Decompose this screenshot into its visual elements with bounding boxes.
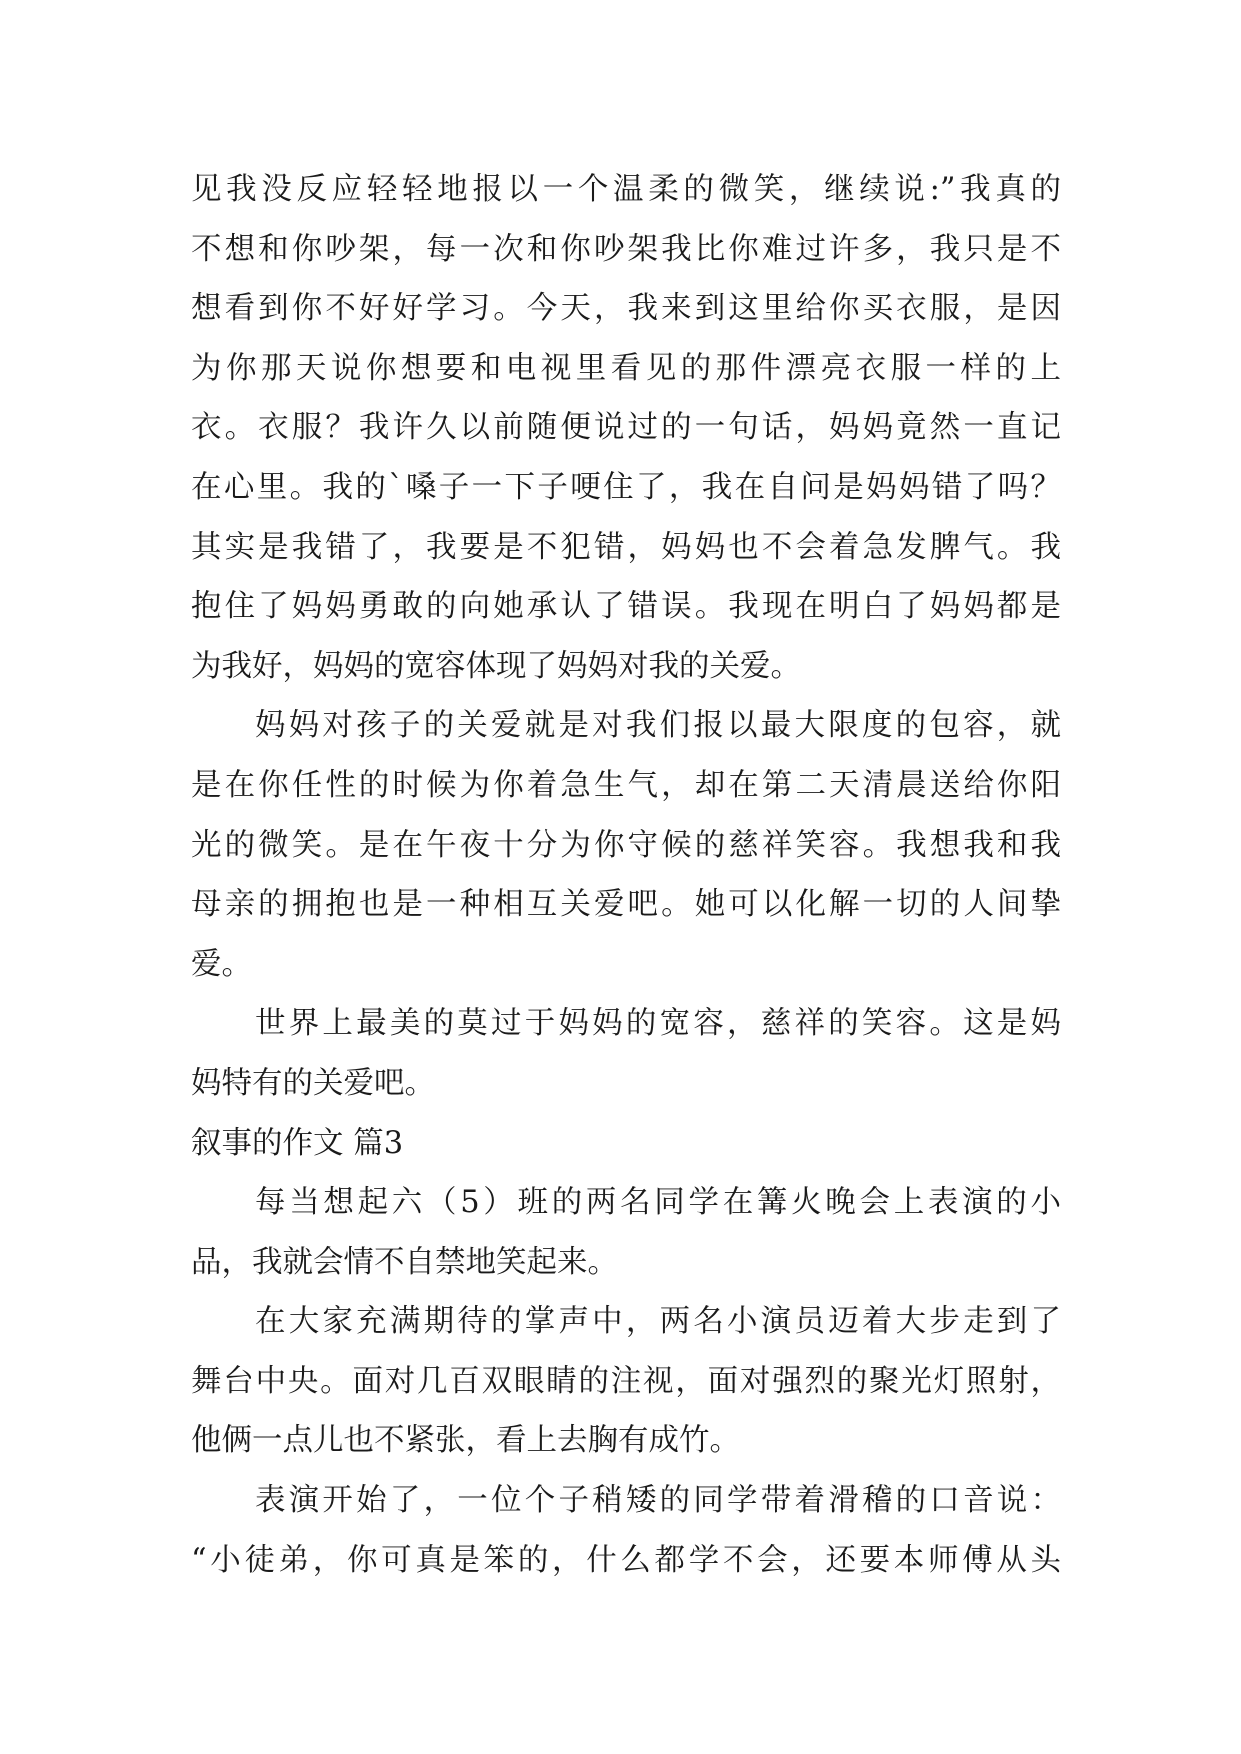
text-line: 不想和你吵架，每一次和你吵架我比你难过许多，我只是不 xyxy=(191,231,1061,267)
text-line: 母亲的拥抱也是一种相互关爱吧。她可以化解一切的人间挚 xyxy=(191,887,1061,923)
text-line: 爱。 xyxy=(191,946,252,982)
section-heading: 叙事的作文 篇3 xyxy=(191,1125,404,1161)
text-line: 想看到你不好好学习。今天，我来到这里给你买衣服，是因 xyxy=(191,291,1061,327)
article-body xyxy=(191,160,1061,1590)
text-line: 衣。衣服？我许久以前随便说过的一句话，妈妈竟然一直记 xyxy=(191,410,1061,446)
paragraph-first-line: 世界上最美的莫过于妈妈的宽容，慈祥的笑容。这是妈 xyxy=(255,1006,1061,1042)
text-line: 见我没反应轻轻地报以一个温柔的微笑，继续说:”我真的 xyxy=(191,172,1061,207)
text-line: 在心里。我的`嗓子一下子哽住了，我在自问是妈妈错了吗？ xyxy=(191,469,1061,505)
paragraph-first-line: 妈妈对孩子的关爱就是对我们报以最大限度的包容，就 xyxy=(255,708,1061,744)
text-line: 其实是我错了，我要是不犯错，妈妈也不会着急发脾气。我 xyxy=(191,529,1061,565)
text-line: 为我好，妈妈的宽容体现了妈妈对我的关爱。 xyxy=(191,648,801,684)
paragraph-first-line: 表演开始了，一位个子稍矮的同学带着滑稽的口音说： xyxy=(255,1483,1061,1519)
text-line: 品，我就会情不自禁地笑起来。 xyxy=(191,1244,618,1280)
text-line: 他俩一点儿也不紧张，看上去胸有成竹。 xyxy=(191,1423,740,1459)
paragraph-first-line: 在大家充满期待的掌声中，两名小演员迈着大步走到了 xyxy=(255,1304,1061,1340)
text-line: 光的微笑。是在午夜十分为你守候的慈祥笑容。我想我和我 xyxy=(191,827,1061,863)
text-line: 是在你任性的时候为你着急生气，却在第二天清晨送给你阳 xyxy=(191,767,1061,803)
text-line: 为你那天说你想要和电视里看见的那件漂亮衣服一样的上 xyxy=(191,350,1061,386)
paragraph-first-line: 每当想起六（5）班的两名同学在篝火晚会上表演的小 xyxy=(255,1185,1061,1221)
text-line: 妈特有的关爱吧。 xyxy=(191,1065,435,1101)
text-line: “小徒弟，你可真是笨的，什么都学不会，还要本师傅从头 xyxy=(191,1542,1061,1578)
text-line: 舞台中央。面对几百双眼睛的注视，面对强烈的聚光灯照射， xyxy=(191,1363,1061,1399)
text-line: 抱住了妈妈勇敢的向她承认了错误。我现在明白了妈妈都是 xyxy=(191,589,1061,625)
